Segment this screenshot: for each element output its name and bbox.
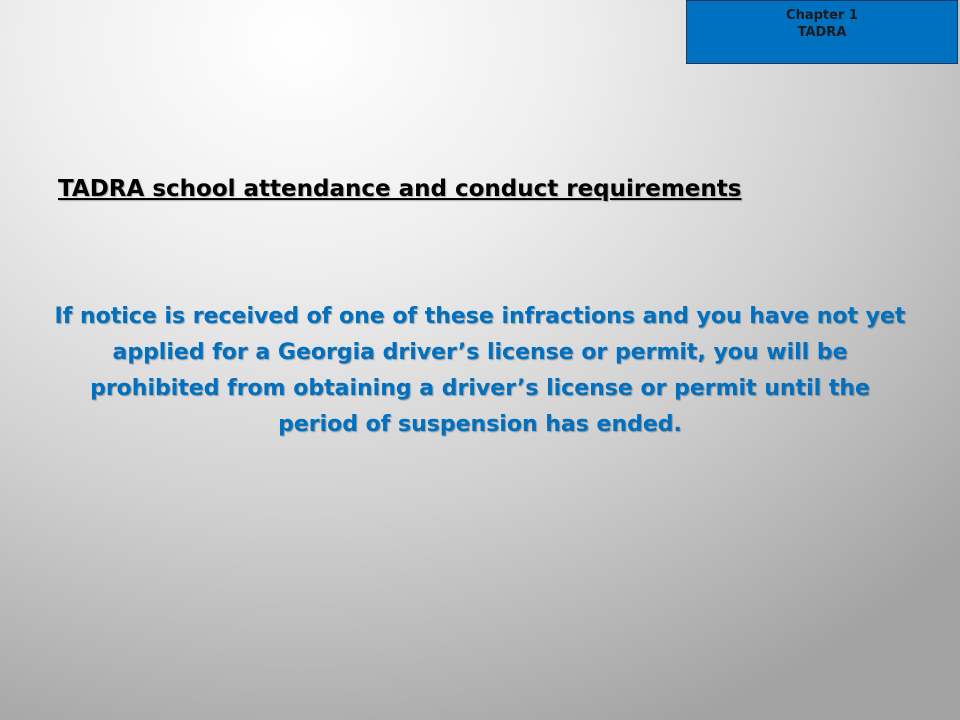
chapter-topic: TADRA xyxy=(797,25,847,40)
slide-body-text: If notice is received of one of these infractions and you have not yet applied for a Georgia driver’s license or permit, you will be prohibited from obtaining a driver’s license or permit until the period of suspension has ended. xyxy=(54,304,906,437)
chapter-number: Chapter 1 xyxy=(786,8,858,23)
chapter-label-box xyxy=(686,0,958,64)
slide-title: TADRA school attendance and conduct requirements xyxy=(58,176,742,202)
